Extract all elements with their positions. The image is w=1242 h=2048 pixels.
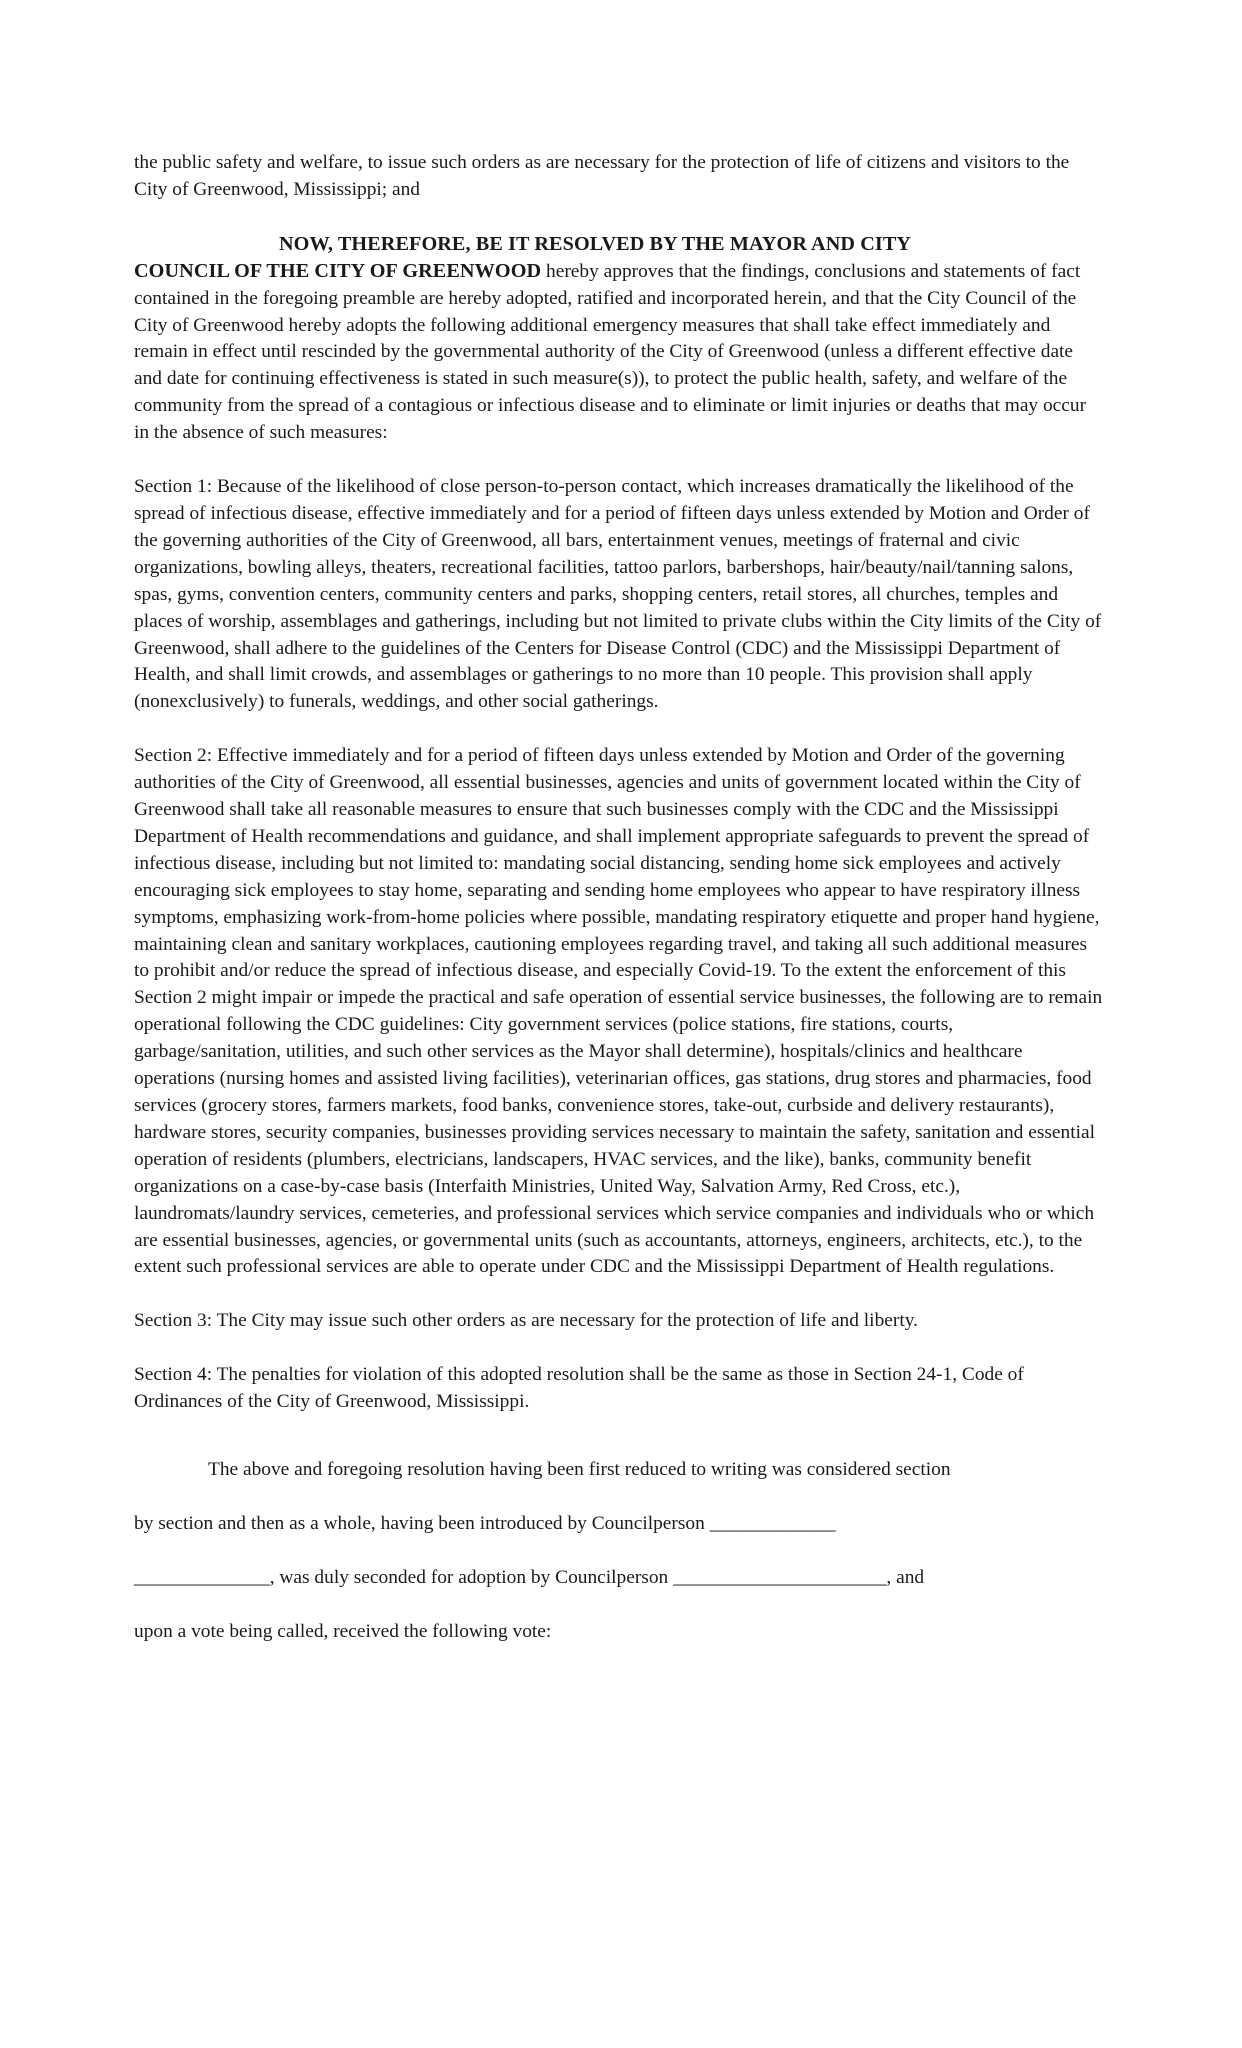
closing-line-2: by section and then as a whole, having been introduced by Councilperson _____________: [134, 1513, 836, 1535]
resolution-heading-line1: NOW, THEREFORE, BE IT RESOLVED BY THE MAYOR AND CITY: [279, 232, 912, 255]
resolution-body: hereby approves that the findings, conclusions and statements of fact contained in the foregoing preamble are hereby adopted, ratified and incorporated herein, and that the City Council of the City of Greenwood hereby adopts the following additional emergency measures that shall take effect immediately and remain in effect until rescinded by the governmental authority of the City of Greenwood (unless a different effective date and date for continuing effectiveness is stated in such measure(s)), to protect the public health, safety, and welfare of the community from the spread of a contagious or infectious disease and to eliminate or limit injuries or deaths that may occur in the absence of such measures:: [134, 260, 1087, 444]
section-1-paragraph: Section 1: Because of the likelihood of close person-to-person contact, which increases dramatically the likelihood of the spread of infectious disease, effective immediately and for a period of fifteen days unless extended by Motion and Order of the governing authorities of the City of Greenwood, all bars, entertainment venues, meetings of fraternal and civic organizations, bowling alleys, theaters, recreational facilities, tattoo parlors, barbershops, hair/beauty/nail/tanning salons, spas, gyms, convention centers, community centers and parks, shopping centers, retail stores, all churches, temples and places of worship, assemblages and gatherings, including but not limited to private clubs within the City limits of the City of Greenwood, shall adhere to the guidelines of the Centers for Disease Control (CDC) and the Mississippi Department of Health, and shall limit crowds, and assemblages or gatherings to no more than 10 people. This provision shall apply (nonexclusively) to funerals, weddings, and other social gatherings.: [134, 476, 1102, 713]
closing-line-3: ______________, was duly seconded for adoption by Councilperson ______________________, and: [134, 1567, 925, 1589]
closing-block: [134, 1443, 1104, 1659]
resolution-paragraph: [134, 231, 1104, 447]
closing-line-1: The above and foregoing resolution having been first reduced to writing was considered section: [208, 1459, 951, 1481]
section-4-paragraph: Section 4: The penalties for violation of this adopted resolution shall be the same as those in Section 24-1, Code of Ordinances of the City of Greenwood, Mississippi.: [134, 1364, 1024, 1413]
closing-line-4: upon a vote being called, received the following vote:: [134, 1621, 552, 1643]
resolution-heading-line2: COUNCIL OF THE CITY OF GREENWOOD: [134, 259, 542, 282]
section-2-paragraph: Section 2: Effective immediately and for a period of fifteen days unless extended by Motion and Order of the governing authorities of the City of Greenwood, all essential businesses, agencies and units of government located within the City of Greenwood shall take all reasonable measures to ensure that such businesses comply with the CDC and the Mississippi Department of Health recommendations and guidance, and shall implement appropriate safeguards to prevent the spread of infectious disease, including but not limited to: mandating social distancing, sending home sick employees and actively encouraging sick employees to stay home, separating and sending home employees who appear to have respiratory illness symptoms, emphasizing work-from-home policies where possible, mandating respiratory etiquette and proper hand hygiene, maintaining clean and sanitary workplaces, cautioning employees regarding travel, and taking all such additional measures to prohibit and/or reduce the spread of infectious disease, and especially Covid-19. To the extent the enforcement of this Section 2 might impair or impede the practical and safe operation of essential service businesses, the following are to remain operational following the CDC guidelines: City government services (police stations, fire stations, courts, garbage/sanitation, utilities, and such other services as the Mayor shall determine), hospitals/clinics and healthcare operations (nursing homes and assisted living facilities), veterinarian offices, gas stations, drug stores and pharmacies, food services (grocery stores, farmers markets, food banks, convenience stores, take-out, curbside and delivery restaurants), hardware stores, security companies, businesses providing services necessary to maintain the safety, sanitation and essential operation of residents (plumbers, electricians, landscapers, HVAC services, and the like), banks, community benefit organizations on a case-by-case basis (Interfaith Ministries, United Way, Salvation Army, Red Cross, etc.), laundromats/laundry services, cemeteries, and professional services which service companies and individuals who or which are essential businesses, agencies, or governmental units (such as accountants, attorneys, engineers, architects, etc.), to the extent such professional services are able to operate under CDC and the Mississippi Department of Health regulations.: [134, 745, 1103, 1278]
opening-paragraph: the public safety and welfare, to issue such orders as are necessary for the protection of life of citizens and visitors to the City of Greenwood, Mississippi; and: [134, 152, 1070, 200]
document-page: [134, 150, 1104, 1659]
section-3-paragraph: Section 3: The City may issue such other orders as are necessary for the protection of life and liberty.: [134, 1310, 919, 1332]
